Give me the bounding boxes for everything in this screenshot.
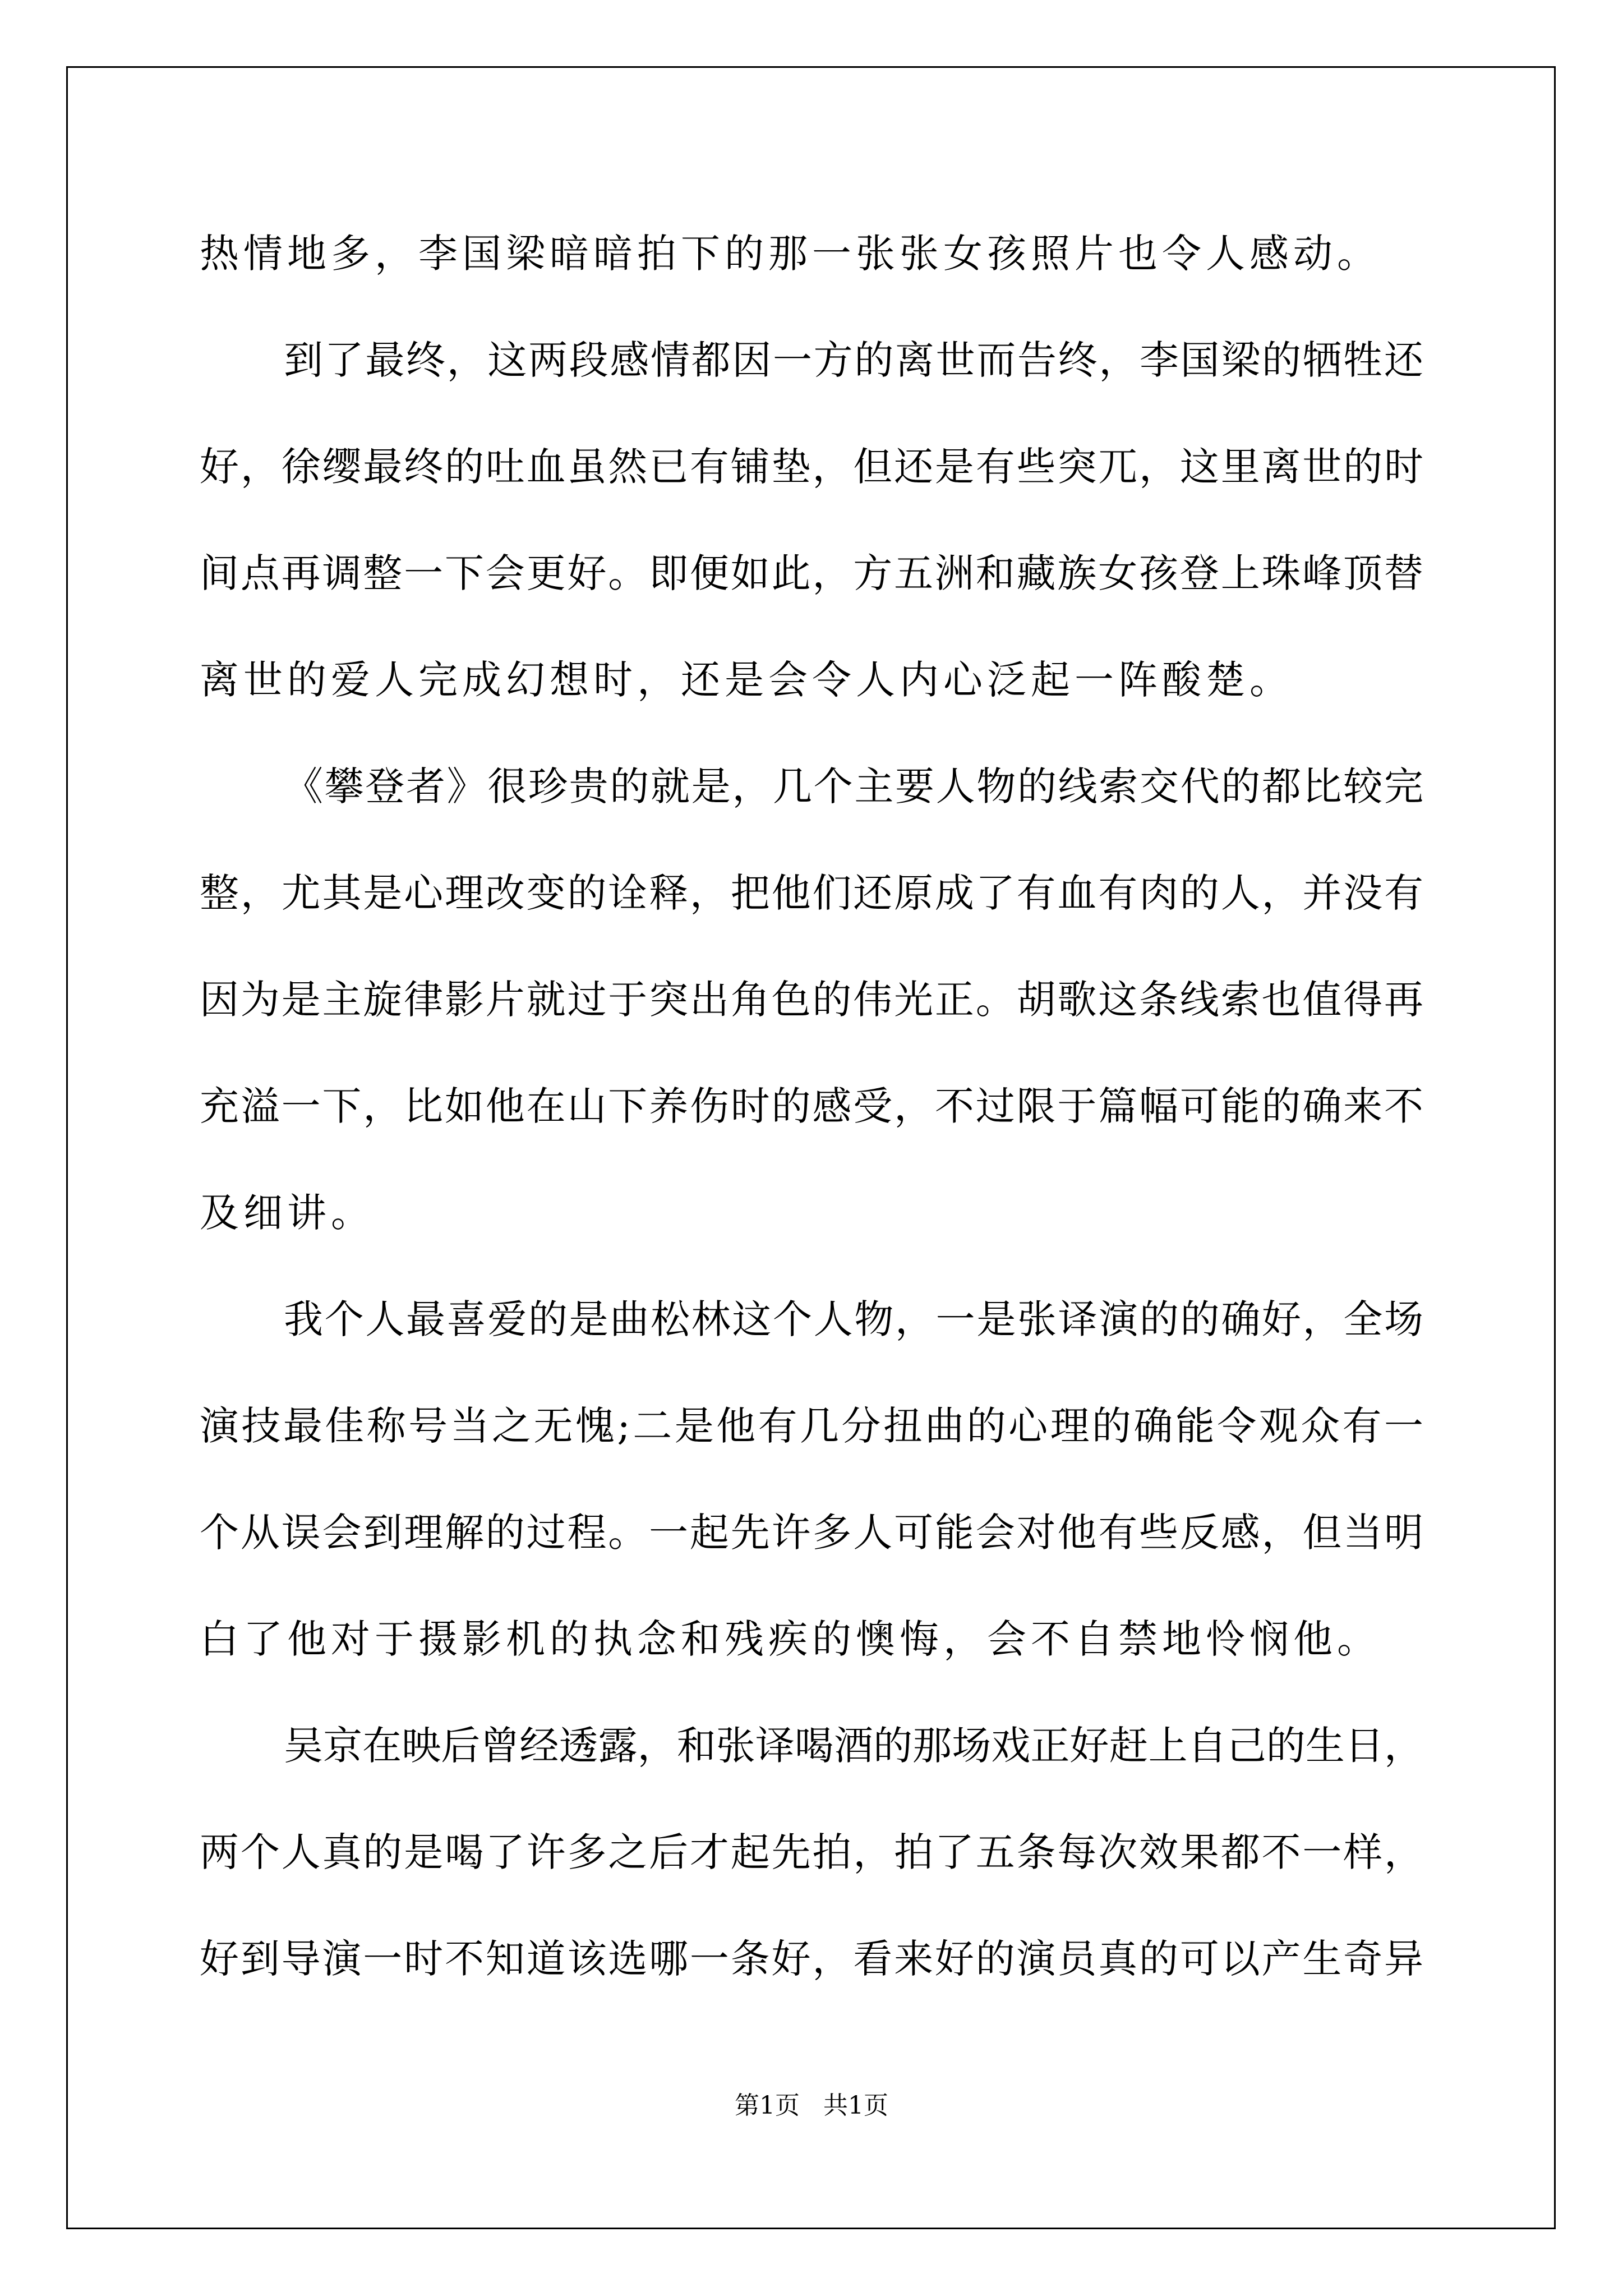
page-footer: 第1页 共1页: [735, 2091, 888, 2120]
text-line: 因为是主旋律影片就过于突出角色的伟光正。胡歌这条线索也值得再: [200, 977, 1423, 1023]
text-line: 演技最佳称号当之无愧;二是他有几分扭曲的心理的确能令观众有一: [200, 1403, 1423, 1449]
text-line: 及细讲。: [200, 1190, 375, 1236]
text-line: 我个人最喜爱的是曲松林这个人物，一是张译演的的确好，全场: [284, 1296, 1423, 1342]
text-line: 好，徐缨最终的吐血虽然已有铺垫，但还是有些突兀，这里离世的时: [200, 444, 1423, 490]
text-line: 离世的爱人完成幻想时，还是会令人内心泛起一阵酸楚。: [200, 657, 1293, 703]
text-line: 《攀登者》很珍贵的就是，几个主要人物的线索交代的都比较完: [284, 763, 1423, 809]
text-line: 热情地多，李国梁暗暗拍下的那一张张女孩照片也令人感动。: [200, 231, 1381, 277]
text-line: 吴京在映后曾经透露，和张译喝酒的那场戏正好赶上自己的生日，: [284, 1723, 1423, 1769]
text-line: 好到导演一时不知道该选哪一条好，看来好的演员真的可以产生奇异: [200, 1936, 1423, 1982]
text-line: 间点再调整一下会更好。即便如此，方五洲和藏族女孩登上珠峰顶替: [200, 550, 1423, 596]
text-line: 充溢一下，比如他在山下养伤时的感受，不过限于篇幅可能的确来不: [200, 1083, 1423, 1129]
text-line: 白了他对于摄影机的执念和残疾的懊悔，会不自禁地怜悯他。: [200, 1616, 1381, 1662]
text-line: 整，尤其是心理改变的诠释，把他们还原成了有血有肉的人，并没有: [200, 870, 1423, 916]
text-line: 两个人真的是喝了许多之后才起先拍，拍了五条每次效果都不一样，: [200, 1829, 1423, 1875]
text-line: 个从误会到理解的过程。一起先许多人可能会对他有些反感，但当明: [200, 1510, 1423, 1556]
document-body: [200, 200, 1423, 2012]
text-line: 到了最终，这两段感情都因一方的离世而告终，李国梁的牺牲还: [284, 337, 1423, 383]
